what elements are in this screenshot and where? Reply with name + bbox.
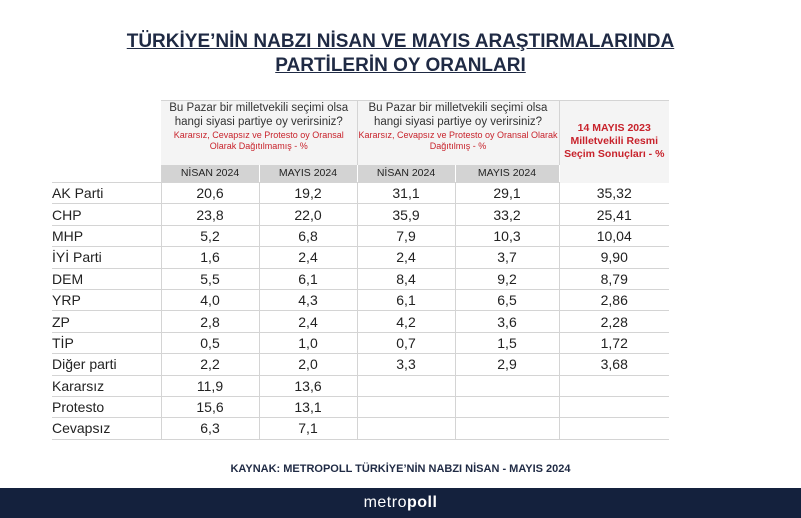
footer-bar [0,488,801,518]
value-cell-g2-apr: 3,3 [357,354,455,375]
value-cell-g2-may: 6,5 [455,289,559,310]
group2-question: Bu Pazar bir milletvekili seçimi olsa hangi siyasi partiye oy verirsiniz? [368,102,548,128]
table-row [52,311,669,332]
party-name: AK Parti [52,183,161,204]
brand-bold: poll [406,494,438,511]
group1-question: Bu Pazar bir milletvekili seçimi olsa hangi siyasi partiye oy verirsiniz? [169,102,349,128]
party-name: Protesto [52,396,161,417]
value-cell-g1-may: 13,1 [259,396,357,417]
value-cell-g2-may: 2,9 [455,354,559,375]
value-cell-result: 2,28 [559,311,669,332]
value-cell-g1-apr: 4,0 [161,289,259,310]
party-name: Diğer parti [52,354,161,375]
group1-header [161,101,357,165]
party-name: CHP [52,204,161,225]
brand-light: metro [363,494,407,511]
table-row [52,225,669,246]
value-cell-g1-apr: 6,3 [161,418,259,439]
value-cell-g1-apr: 5,2 [161,225,259,246]
value-cell-result: 10,04 [559,225,669,246]
party-name: YRP [52,289,161,310]
value-cell-g1-apr: 15,6 [161,396,259,417]
group1-note: Kararsız, Cevapsız ve Protesto oy Oransal Olarak Dağıtılmamış - % [173,130,344,151]
brand-logo [364,494,438,511]
table-row [52,396,669,417]
table-row [52,375,669,396]
value-cell-result: 9,90 [559,247,669,268]
column-header: MAYIS 2024 [455,165,559,183]
table-row [52,418,669,439]
value-cell-g1-may: 13,6 [259,375,357,396]
header-blank [52,101,161,165]
value-cell-g2-apr: 2,4 [357,247,455,268]
value-cell-g1-may: 22,0 [259,204,357,225]
value-cell-g1-apr: 2,8 [161,311,259,332]
value-cell-g1-apr: 2,2 [161,354,259,375]
value-cell-result [559,418,669,439]
column-header: NİSAN 2024 [357,165,455,183]
value-cell-g1-apr: 0,5 [161,332,259,353]
value-cell-g2-apr [357,396,455,417]
group2-note: Kararsız, Cevapsız ve Protesto oy Oransal Olarak Dağıtılmış - % [358,130,558,151]
party-name: TİP [52,332,161,353]
value-cell-g1-may: 2,4 [259,247,357,268]
table-row [52,183,669,204]
party-name: MHP [52,225,161,246]
value-cell-g1-apr: 1,6 [161,247,259,268]
results-table [52,100,669,440]
value-cell-result: 3,68 [559,354,669,375]
value-cell-g2-may: 1,5 [455,332,559,353]
value-cell-g1-apr: 11,9 [161,375,259,396]
results-title: 14 MAYIS 2023 Milletvekili Resmi Seçim Sonuçları - % [564,122,665,161]
group2-header [357,101,559,165]
value-cell-g2-may [455,418,559,439]
value-cell-result: 25,41 [559,204,669,225]
value-cell-result: 1,72 [559,332,669,353]
value-cell-result [559,396,669,417]
value-cell-g2-may [455,396,559,417]
table-row [52,204,669,225]
value-cell-g1-apr: 23,8 [161,204,259,225]
value-cell-g2-may: 3,7 [455,247,559,268]
value-cell-g2-apr: 4,2 [357,311,455,332]
column-header: MAYIS 2024 [259,165,357,183]
value-cell-g2-may: 33,2 [455,204,559,225]
value-cell-g2-may: 3,6 [455,311,559,332]
value-cell-g1-apr: 20,6 [161,183,259,204]
value-cell-g1-may: 6,1 [259,268,357,289]
value-cell-g2-apr: 7,9 [357,225,455,246]
value-cell-result: 35,32 [559,183,669,204]
party-name: DEM [52,268,161,289]
value-cell-g2-apr: 6,1 [357,289,455,310]
title-line-1: TÜRKİYE’NİN NABZI NİSAN VE MAYIS ARAŞTIRMALARINDA [126,31,675,52]
table-row [52,332,669,353]
value-cell-g1-may: 2,0 [259,354,357,375]
value-cell-g2-may [455,375,559,396]
value-cell-g2-apr: 31,1 [357,183,455,204]
value-cell-g1-may: 1,0 [259,332,357,353]
page-title [0,30,801,78]
table-row [52,247,669,268]
value-cell-g2-may: 29,1 [455,183,559,204]
value-cell-g1-may: 4,3 [259,289,357,310]
party-name: Cevapsız [52,418,161,439]
table-row [52,354,669,375]
value-cell-g1-apr: 5,5 [161,268,259,289]
value-cell-g2-may: 10,3 [455,225,559,246]
value-cell-g1-may: 6,8 [259,225,357,246]
value-cell-g1-may: 19,2 [259,183,357,204]
value-cell-g2-apr: 8,4 [357,268,455,289]
value-cell-g2-apr: 0,7 [357,332,455,353]
party-name: Kararsız [52,375,161,396]
title-line-2: PARTİLERİN OY ORANLARI [275,55,526,76]
party-name: İYİ Parti [52,247,161,268]
value-cell-result [559,375,669,396]
value-cell-g2-may: 9,2 [455,268,559,289]
subheader-blank [52,165,161,183]
value-cell-g1-may: 7,1 [259,418,357,439]
value-cell-g2-apr [357,418,455,439]
column-header: NİSAN 2024 [161,165,259,183]
table-row [52,289,669,310]
value-cell-g2-apr: 35,9 [357,204,455,225]
value-cell-g1-may: 2,4 [259,311,357,332]
table-row [52,268,669,289]
source-note: KAYNAK: METROPOLL TÜRKİYE’NİN NABZI NİSAN - MAYIS 2024 [230,463,571,475]
value-cell-result: 2,86 [559,289,669,310]
party-name: ZP [52,311,161,332]
results-header [559,101,669,183]
value-cell-result: 8,79 [559,268,669,289]
value-cell-g2-apr [357,375,455,396]
